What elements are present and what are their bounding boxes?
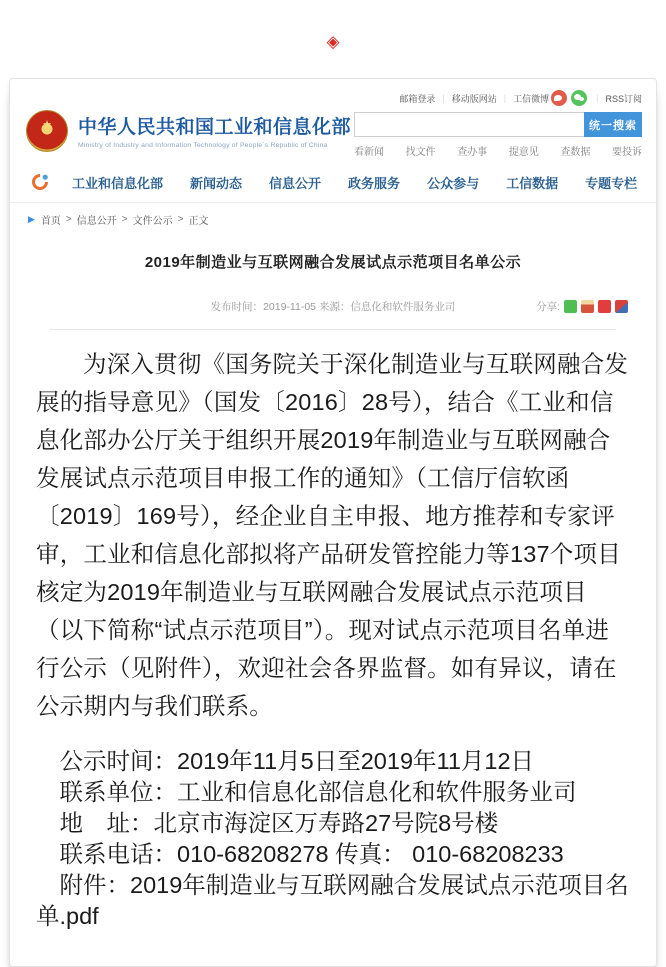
source-label: 来源： bbox=[318, 301, 351, 313]
site-header bbox=[10, 79, 656, 164]
header-right bbox=[354, 89, 642, 158]
link-mobile-site[interactable]: 移动版网站 bbox=[451, 93, 497, 104]
nav-item-news[interactable]: 新闻动态 bbox=[190, 175, 243, 191]
link-miit-weibo[interactable]: 工信微博 bbox=[513, 93, 550, 104]
nav-item-miit[interactable]: 工业和信息化部 bbox=[72, 175, 164, 191]
breadcrumb-separator: > bbox=[121, 214, 128, 225]
page-title: 2019年制造业与互联网融合发展试点示范项目名单公示 bbox=[144, 254, 522, 271]
quick-links bbox=[354, 143, 642, 158]
breadcrumb-file-notice[interactable]: 文件公示 bbox=[132, 216, 173, 227]
link-mail-login[interactable]: 邮箱登录 bbox=[399, 93, 436, 104]
publish-date: 2019-11-05 bbox=[263, 301, 316, 313]
article-body: 为深入贯彻《国务院关于深化制造业与互联网融合发展的指导意见》（国发〔2016〕28号），结合《工业和信息化部办公厅关于组织开展2019年制造业与互联网融合发展试点示范项目申报工作的通知》（工信厅信软函〔2019〕169号），经企业自主申报、地方推荐和专家评审，工业和信息化部拟将产品研发管控能力等137个项目核定为2019年制造业与互联网融合发展试点示范项目（以下简称“试点示范项目”）。现对试点示范项目名单进行公示（见附件），欢迎社会各界监督。如有异议，请在公示期内与我们联系。 bbox=[36, 351, 629, 719]
attachment-link[interactable]: 附件：2019年制造业与互联网融合发展试点示范项目名单.pdf bbox=[36, 872, 629, 929]
share-label: 分享: bbox=[536, 301, 560, 313]
miit-gear-icon bbox=[30, 172, 50, 192]
meta-divider bbox=[50, 329, 616, 330]
address-line: 地 址：北京市海淀区万寿路27号院8号楼 bbox=[59, 810, 499, 836]
nav-item-data[interactable]: 工信数据 bbox=[506, 175, 559, 191]
weibo-icon[interactable] bbox=[551, 90, 567, 106]
article-meta bbox=[36, 299, 630, 315]
utility-separator: | bbox=[596, 93, 599, 103]
share-renren-icon[interactable] bbox=[598, 300, 611, 313]
wechat-icon[interactable] bbox=[571, 90, 587, 106]
nav-item-info-disclosure[interactable]: 信息公开 bbox=[269, 175, 322, 191]
utility-bar bbox=[354, 89, 642, 107]
utility-separator: | bbox=[503, 93, 507, 103]
breadcrumb bbox=[10, 203, 656, 235]
quick-link-complaint[interactable]: 要投诉 bbox=[611, 147, 642, 158]
share-qq-icon[interactable] bbox=[615, 300, 628, 313]
contact-unit-line: 联系单位：工业和信息化部信息化和软件服务业司 bbox=[59, 779, 577, 805]
brand-text bbox=[78, 112, 351, 149]
search-button[interactable]: 统一搜索 bbox=[584, 112, 642, 137]
breadcrumb-separator: > bbox=[177, 214, 184, 225]
nav-item-special-columns[interactable]: 专题专栏 bbox=[585, 175, 638, 191]
breadcrumb-separator: > bbox=[65, 214, 72, 225]
quick-link-files[interactable]: 找文件 bbox=[405, 147, 436, 158]
site-brand[interactable] bbox=[26, 103, 351, 158]
breadcrumb-arrow-icon: ▶ bbox=[28, 214, 35, 224]
article bbox=[10, 251, 656, 932]
link-rss[interactable]: RSS订阅 bbox=[605, 93, 642, 104]
main-nav bbox=[10, 164, 656, 203]
breadcrumb-current: 正文 bbox=[188, 216, 209, 227]
search-input[interactable] bbox=[354, 112, 584, 137]
quick-link-services[interactable]: 查办事 bbox=[457, 147, 488, 158]
nav-item-public-participation[interactable]: 公众参与 bbox=[427, 175, 480, 191]
national-emblem-icon bbox=[26, 110, 68, 152]
share-wechat-icon[interactable] bbox=[564, 300, 577, 313]
source-value: 信息化和软件服务业司 bbox=[350, 301, 456, 313]
quick-link-data[interactable]: 查数据 bbox=[560, 147, 591, 158]
breadcrumb-info-disclosure[interactable]: 信息公开 bbox=[76, 216, 117, 227]
phone-fax-line: 联系电话：010-68208278 传真： 010-68208233 bbox=[59, 841, 564, 867]
quick-link-news[interactable]: 看新闻 bbox=[354, 147, 384, 158]
site-subtitle: Ministry of Industry and Information Technology of People´s Republic of China bbox=[78, 142, 328, 149]
breadcrumb-home[interactable]: 首页 bbox=[40, 216, 61, 227]
publish-time-label: 发布时间： bbox=[210, 301, 264, 313]
utility-separator: | bbox=[442, 93, 445, 103]
nav-item-gov-services[interactable]: 政务服务 bbox=[348, 175, 401, 191]
notice-period-line: 公示时间：2019年11月5日至2019年11月12日 bbox=[59, 748, 535, 774]
share-weibo-icon[interactable] bbox=[581, 300, 594, 313]
search-bar bbox=[354, 112, 642, 137]
page-card bbox=[9, 78, 657, 967]
quick-link-suggest[interactable]: 提意见 bbox=[508, 147, 539, 158]
share-bar bbox=[536, 299, 628, 314]
site-title: 中华人民共和国工业和信息化部 bbox=[78, 117, 352, 138]
page-top-marker-icon: ◈ bbox=[326, 32, 340, 51]
contact-block bbox=[36, 746, 630, 932]
